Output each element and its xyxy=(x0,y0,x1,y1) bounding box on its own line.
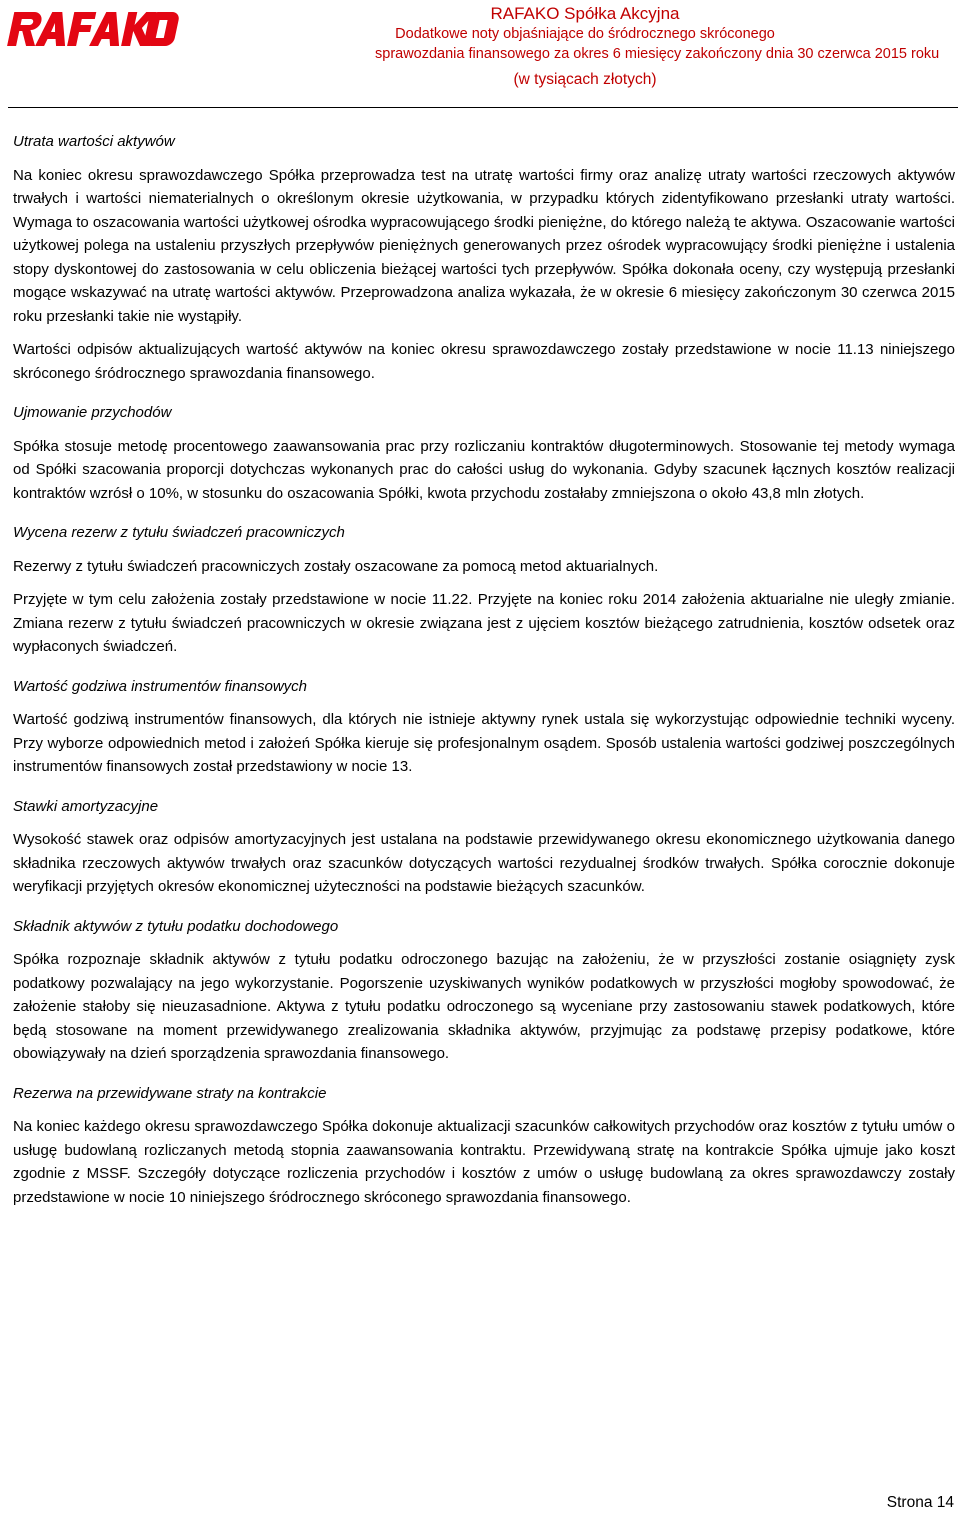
section xyxy=(13,521,955,659)
section-paragraph: Spółka rozpoznaje składnik aktywów z tytułu podatku odroczonego bazując na założeniu, że w przyszłości zostanie osiągnięty zysk podatkowy pozwalający na jego wykorzystanie. Pogorszenie uzyskiwanych wyników podatkowych w przyszłości mogłoby spowodować, że założenie stałoby się nieuzasadnione. Aktywa z tytułu podatku odroczonego są wyceniane przy zastosowaniu stawek podatkowych, które będą stosowane na moment przewidywanego zrealizowania składnika aktywów, przyjmując za podstawę przepisy podatkowe, które obowiązywały na dzień sporządzenia sprawozdania finansowego. xyxy=(13,951,955,1062)
section xyxy=(13,915,955,1066)
section xyxy=(13,130,955,385)
section-heading: Ujmowanie przychodów xyxy=(13,404,172,421)
section xyxy=(13,795,955,899)
section-heading: Składnik aktywów z tytułu podatku dochodowego xyxy=(13,917,339,935)
section xyxy=(13,1082,955,1210)
section-paragraph: Rezerwy z tytułu świadczeń pracowniczych zostały oszacowane za pomocą metod aktuarialnych. xyxy=(13,557,659,575)
header-divider xyxy=(8,107,958,108)
section-heading: Wartość godziwa instrumentów finansowych xyxy=(13,677,308,695)
section-paragraph: Wartości odpisów aktualizujących wartość aktywów na koniec okresu sprawozdawczego zostały przedstawione w nocie 11.13 niniejszego skróconego śródrocznego sprawozdania finansowego. xyxy=(13,341,955,382)
page-number: Strona 14 xyxy=(886,1494,954,1511)
report-title-line1: Dodatkowe noty objaśniające do śródrocznego skróconego xyxy=(395,26,775,42)
section-heading: Wycena rezerw z tytułu świadczeń pracowniczych xyxy=(13,524,345,541)
currency-units: (w tysiącach złotych) xyxy=(513,71,657,88)
section-heading: Utrata wartości aktywów xyxy=(13,133,175,150)
section-paragraph: Spółka stosuje metodę procentowego zaawansowania prac przy rozliczaniu kontraktów długoterminowych. Stosowanie tej metody wymaga od Spółki szacowania proporcji dotychczas wykonanych prac do całości usług do wykonania. Gdyby szacunek łącznych kosztów realizacji kontraktów wzrósł o 10%, w stosunku do oszacowania Spółki, kwota przychodu zostałaby zmniejszona o około 43,8 mln złotych. xyxy=(13,437,955,502)
rafako-logo xyxy=(6,4,184,56)
document-body xyxy=(13,130,955,1225)
section-paragraph: Na koniec okresu sprawozdawczego Spółka przeprowadza test na utratę wartości firmy oraz analizę utraty wartości rzeczowych aktywów trwałych i wartości niematerialnych o określonym okresie użytkowania, w przypadku których zidentyfikowano przesłanki utraty wartości. Wymaga to oszacowania wartości użytkowej ośrodka wypracowującego środki pieniężne, do którego należą te aktywa. Oszacowanie wartości użytkowej polega na ustaleniu przyszłych przepływów pieniężnych generowanych przez ośrodek wypracowujący środki pieniężne i ustalenia stopy dyskontowej do zastosowania w celu obliczenia bieżącej wartości tych przepływów. Spółka dokonała oceny, czy występują przesłanki mogące wskazywać na utratę wartości aktywów. Przeprowadzona analiza wykazała, że w okresie 6 miesięcy zakończonym 30 czerwca 2015 roku przesłanki takie nie wystąpiły. xyxy=(13,166,955,325)
section-paragraph: Przyjęte w tym celu założenia zostały przedstawione w nocie 11.22. Przyjęte na koniec roku 2014 założenia aktuarialne nie uległy zmianie. Zmiana rezerw z tytułu świadczeń pracowniczych w okresie związana jest z ujęciem kosztów bieżącego zatrudnienia, kosztów odsetek oraz wypłaconych świadczeń. xyxy=(13,591,955,655)
section-paragraph: Wysokość stawek oraz odpisów amortyzacyjnych jest ustalana na podstawie przewidywanego okresu ekonomicznego użytkowania danego składnika rzeczowych aktywów trwałych oraz szacunków dotyczących wartości rezydualnej środków trwałych. Spółka corocznie dokonuje weryfikacji przyjętych okresów ekonomicznej użyteczności na podstawie bieżących szacunków. xyxy=(13,831,955,895)
page-header xyxy=(0,0,960,108)
section xyxy=(13,401,955,505)
section-paragraph: Wartość godziwą instrumentów finansowych, dla których nie istnieje aktywny rynek ustala się wykorzystując odpowiednie techniki wyceny. Przy wyborze odpowiednich metod i założeń Spółka kieruje się profesjonalnym osądem. Sposób ustalenia wartości godziwej poszczególnych instrumentów finansowych został przedstawiony w nocie 13. xyxy=(13,711,955,775)
header-titles xyxy=(375,4,940,90)
section-heading: Rezerwa na przewidywane straty na kontrakcie xyxy=(13,1084,327,1102)
section-heading: Stawki amortyzacyjne xyxy=(13,797,159,815)
section-paragraph: Na koniec każdego okresu sprawozdawczego Spółka dokonuje aktualizacji szacunków całkowitych przychodów oraz kosztów z tytułu umów o usługę budowlaną rozliczanych metodą stopnia zaawansowania kontraktu. Przewidywaną stratę na kontrakcie Spółka ujmuje jako koszt zgodnie z MSSF. Szczegóły dotyczące rozliczenia przychodów i kosztów z umów o usługę budowlaną za okres sprawozdawczy zostały przedstawione w nocie 10 niniejszego śródrocznego skróconego sprawozdania finansowego. xyxy=(13,1118,955,1206)
section xyxy=(13,675,955,779)
report-title-line2: sprawozdania finansowego za okres 6 miesięcy zakończony dnia 30 czerwca 2015 roku xyxy=(375,46,940,62)
company-name: RAFAKO Spółka Akcyjna xyxy=(490,4,680,23)
